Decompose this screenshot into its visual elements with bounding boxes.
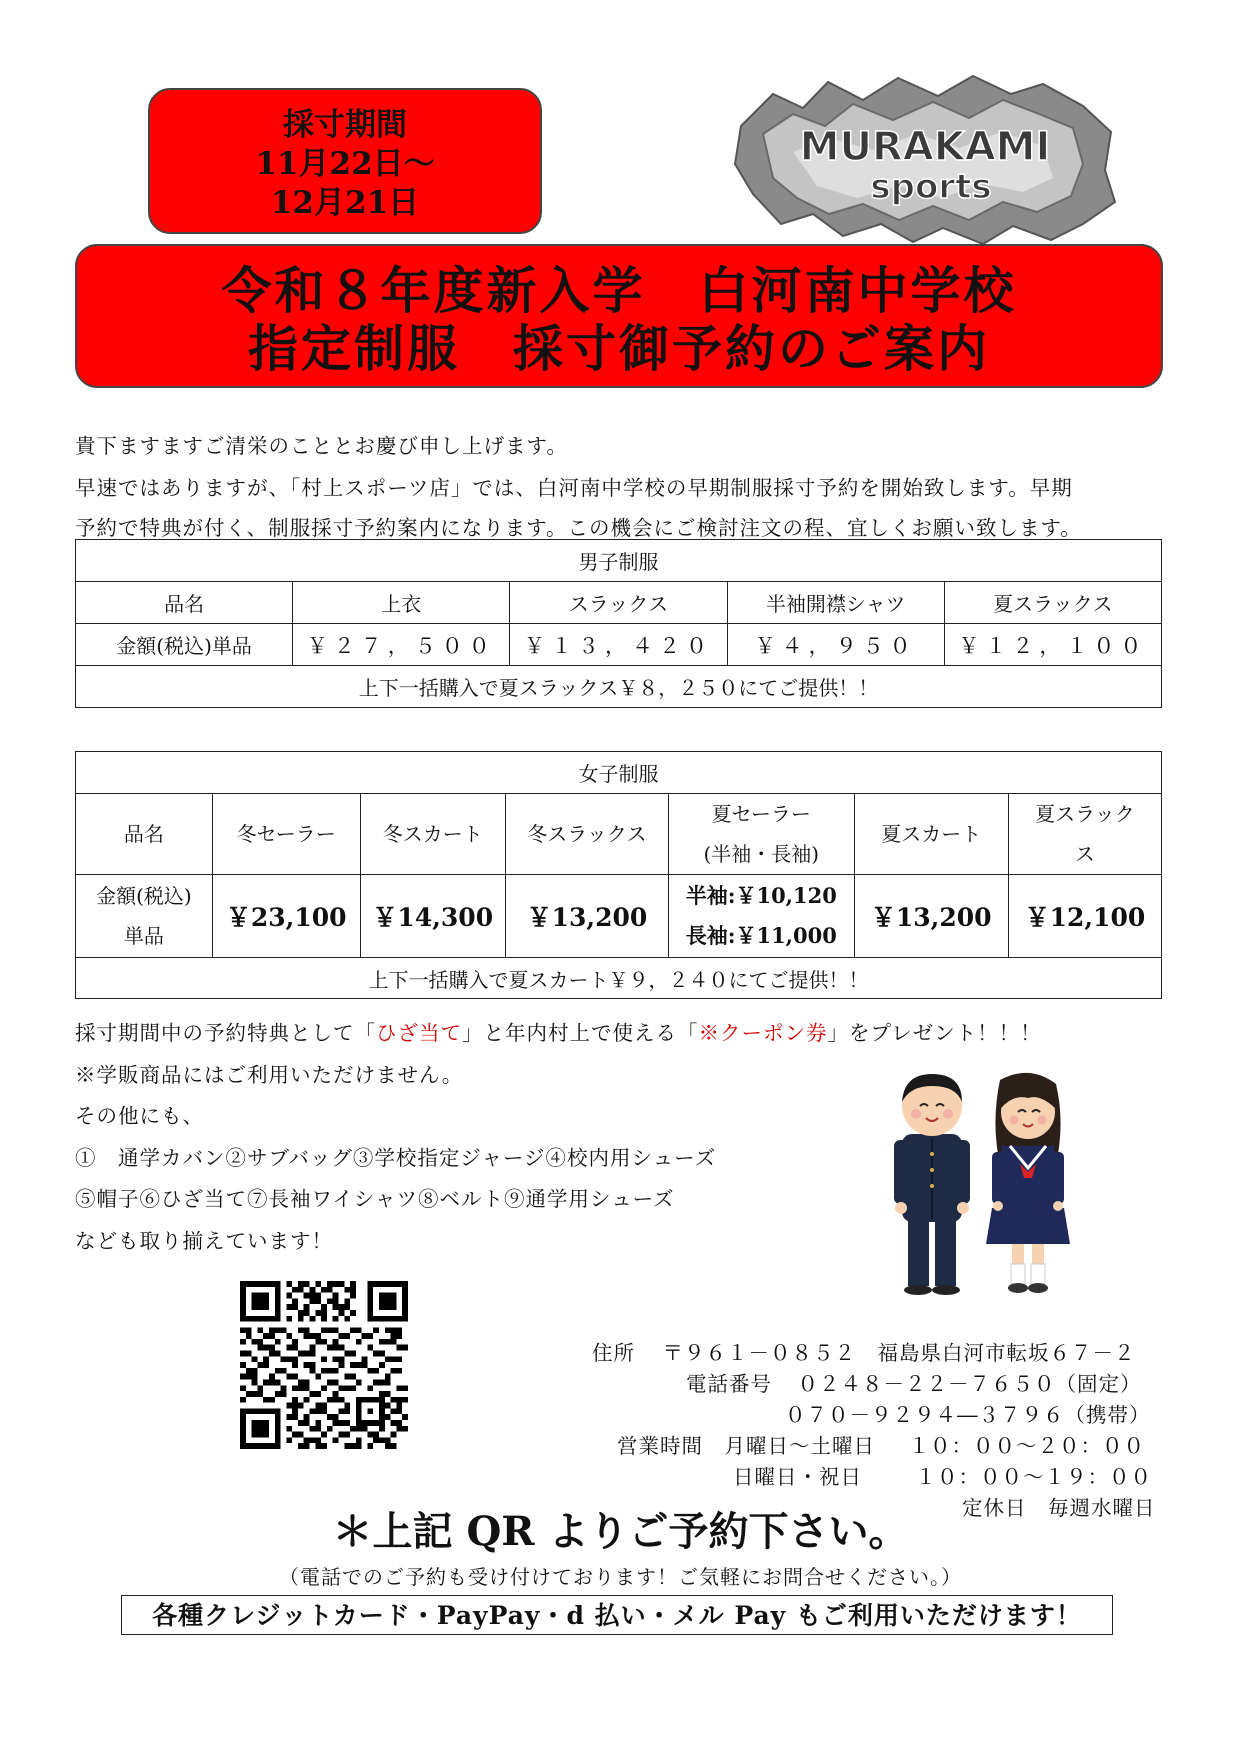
title-box xyxy=(75,244,1163,388)
female-uniform-table xyxy=(75,751,1162,999)
female-price-label xyxy=(76,875,213,958)
table-row xyxy=(76,875,1162,958)
address-value: 〒９６１－０８５２ 福島県白河市転坂６７－２ xyxy=(662,1341,1136,1365)
male-header-shirt: 半袖開襟シャツ xyxy=(727,582,944,624)
benefits-post: 」をプレゼント！！！ xyxy=(827,1021,1042,1045)
female-header-winter-skirt: 冬スカート xyxy=(360,794,506,875)
holiday-label: 日曜日・祝日 xyxy=(733,1465,862,1489)
murakami-sports-logo xyxy=(733,74,1117,246)
benefit-knee-pad: ひざ当て xyxy=(376,1021,462,1045)
intro-line-2: 早速ではありますが、「村上スポーツ店」では、白河南中学校の早期制服採寸予約を開始致します。早期 xyxy=(75,476,1073,500)
female-price-summer-sailor xyxy=(668,875,854,958)
male-table-title: 男子制服 xyxy=(76,540,1162,582)
benefits-mid: 」と年内村上で使える「 xyxy=(462,1021,699,1045)
hours-label: 営業時間 xyxy=(617,1434,703,1458)
others-line-2: ⑤帽子⑥ひざ当て⑦長袖ワイシャツ⑧ベルト⑨通学用シューズ xyxy=(75,1187,675,1211)
phone-mobile: ０７０－９２９４―３７９６（携帯） xyxy=(785,1403,1151,1427)
female-table-footer: 上下一括購入で夏スカート￥９，２４０にてご提供！！ xyxy=(76,958,1162,999)
female-price-label-line2: 単品 xyxy=(123,924,164,948)
male-table-footer: 上下一括購入で夏スラックス￥８，２５０にてご提供！！ xyxy=(76,666,1162,708)
closed-day: 定休日 毎週水曜日 xyxy=(962,1496,1156,1520)
intro-line-1: 貴下ますますご清栄のこととお慶び申し上げます。 xyxy=(75,434,568,458)
female-price-long-sleeve: 長袖:￥11,000 xyxy=(685,923,837,948)
table-row xyxy=(76,582,1162,624)
boy-figure xyxy=(894,1074,970,1295)
address-row xyxy=(592,1336,1136,1366)
girl-figure xyxy=(986,1073,1070,1293)
period-label: 採寸期間 xyxy=(283,107,407,143)
title-line-2: 指定制服 採寸御予約のご案内 xyxy=(248,319,990,378)
phone-row xyxy=(686,1367,1142,1397)
male-price-shirt: ￥４，９５０ xyxy=(727,624,944,666)
male-header-jacket: 上衣 xyxy=(293,582,510,624)
logo-text-sports: sports xyxy=(870,167,992,207)
benefits-line xyxy=(75,1016,1042,1046)
female-header-summer-slacks xyxy=(1008,794,1161,875)
others-end: なども取り揃えています！ xyxy=(75,1229,333,1253)
hours-row-holiday xyxy=(733,1460,1152,1490)
logo-text-murakami: MURAKAMI xyxy=(799,124,1051,170)
reservation-cta: ＊上記 QR よりご予約下さい。 xyxy=(332,1508,909,1555)
benefits-pre: 採寸期間中の予約特典として「 xyxy=(75,1021,376,1045)
male-price-label: 金額(税込)単品 xyxy=(76,624,293,666)
table-row xyxy=(76,624,1162,666)
period-box xyxy=(148,88,542,234)
female-table-title: 女子制服 xyxy=(76,752,1162,794)
male-price-summer-slacks: ￥１２，１００ xyxy=(944,624,1161,666)
male-header-slacks: スラックス xyxy=(510,582,727,624)
female-price-winter-skirt: ￥14,300 xyxy=(360,875,506,958)
phone-fixed: ０２４８－２２－７６５０（固定） xyxy=(797,1372,1142,1396)
male-header-item: 品名 xyxy=(76,582,293,624)
others-line-1: ① 通学カバン②サブバッグ③学校指定ジャージ④校内用シューズ xyxy=(75,1146,717,1170)
female-header-item: 品名 xyxy=(76,794,213,875)
female-price-winter-sailor: ￥23,100 xyxy=(212,875,360,958)
female-header-summer-skirt: 夏スカート xyxy=(854,794,1008,875)
period-end: 12月21日 xyxy=(270,185,420,221)
female-header-summer-sailor-line1: 夏セーラー xyxy=(711,802,811,826)
male-price-slacks: ￥１３，４２０ xyxy=(510,624,727,666)
female-price-summer-skirt: ￥13,200 xyxy=(854,875,1008,958)
others-intro: その他にも、 xyxy=(75,1104,204,1128)
female-header-summer-slacks-line1: 夏スラック xyxy=(1035,802,1135,826)
weekday-label: 月曜日～土曜日 xyxy=(724,1434,876,1458)
female-header-summer-sailor-line2: (半袖・長袖) xyxy=(703,842,820,866)
female-price-winter-slacks: ￥13,200 xyxy=(506,875,669,958)
male-price-jacket: ￥２７，５００ xyxy=(293,624,510,666)
holiday-hours: １０：００～１９：００ xyxy=(915,1465,1153,1489)
female-price-label-line1: 金額(税込) xyxy=(96,884,192,908)
table-row xyxy=(76,794,1162,875)
students-illustration xyxy=(880,1068,1080,1298)
phone-reservation-note: （電話でのご予約も受け付けております！ご気軽にお問合せください。） xyxy=(279,1565,962,1589)
male-header-summer-slacks: 夏スラックス xyxy=(944,582,1161,624)
female-header-winter-slacks: 冬スラックス xyxy=(506,794,669,875)
male-uniform-table xyxy=(75,539,1162,708)
address-label: 住所 xyxy=(592,1341,635,1365)
benefits-note: ※学販商品にはご利用いただけません。 xyxy=(75,1063,464,1087)
female-price-summer-slacks: ￥12,100 xyxy=(1008,875,1161,958)
phone-label: 電話番号 xyxy=(686,1372,772,1396)
qr-code[interactable] xyxy=(240,1281,408,1449)
hours-row-weekday xyxy=(617,1429,1145,1459)
intro-line-3: 予約で特典が付く、制服採寸予約案内になります。この機会にご検討注文の程、宜しくお願い致します。 xyxy=(75,516,1082,540)
female-header-summer-sailor xyxy=(668,794,854,875)
female-header-summer-slacks-line2: ス xyxy=(1074,842,1095,866)
weekday-hours: １０：００～２０：００ xyxy=(908,1434,1146,1458)
female-header-winter-sailor: 冬セーラー xyxy=(212,794,360,875)
female-price-short-sleeve: 半袖:￥10,120 xyxy=(685,883,837,908)
title-line-1: 令和８年度新入学 白河南中学校 xyxy=(221,261,1017,320)
payment-methods-box: 各種クレジットカード・PayPay・d 払い・メル Pay もご利用いただけます！ xyxy=(121,1595,1113,1635)
benefit-coupon: ※クーポン券 xyxy=(698,1021,828,1045)
period-start: 11月22日～ xyxy=(255,146,435,182)
